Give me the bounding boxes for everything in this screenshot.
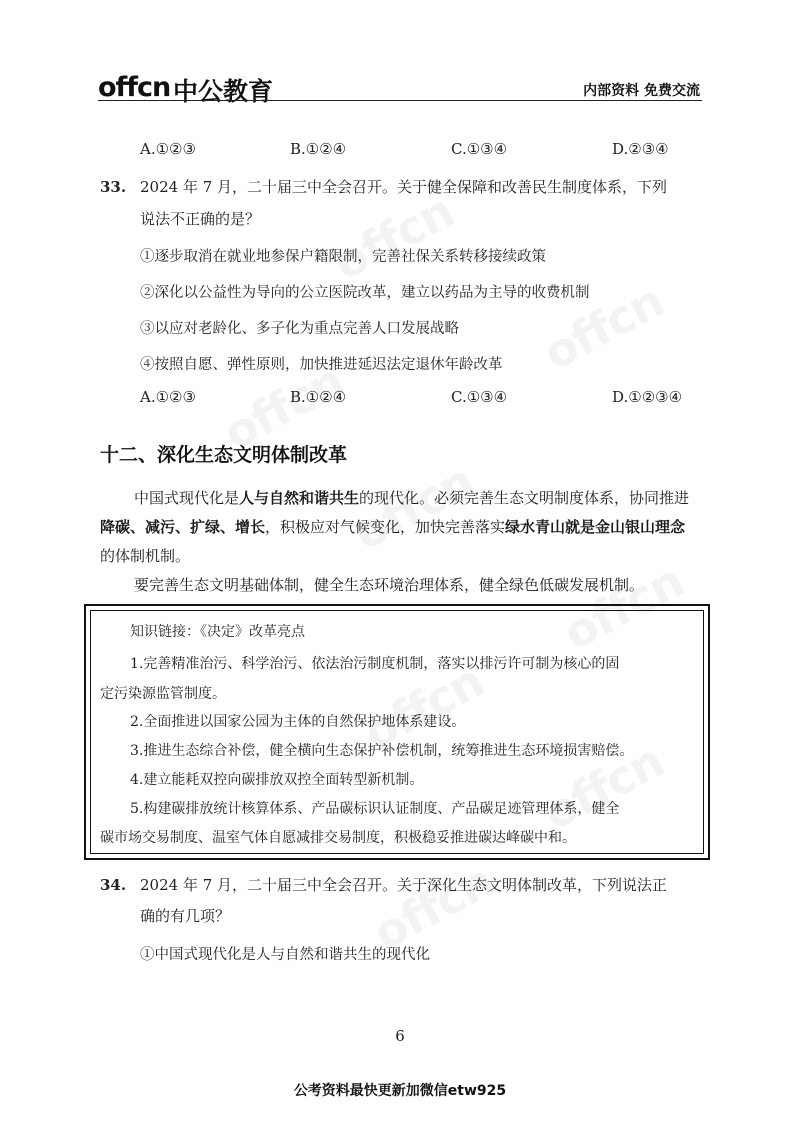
knowledge-box-item: 1.完善精准治污、科学治污、依法治污制度机制，落实以排污许可制为核心的固 bbox=[130, 656, 620, 672]
q34-item: ①中国式现代化是人与自然和谐共生的现代化 bbox=[140, 947, 430, 963]
knowledge-box bbox=[84, 604, 710, 860]
knowledge-box-item: 定污染源监管制度。 bbox=[100, 686, 226, 702]
section-title: 十二、深化生态文明体制改革 bbox=[100, 444, 348, 466]
q33-item: ③以应对老龄化、多子化为重点完善人口发展战略 bbox=[140, 321, 459, 337]
q33-item: ④按照自愿、弹性原则，加快推进延迟法定退休年龄改革 bbox=[140, 357, 503, 373]
header-divider bbox=[98, 100, 702, 101]
q33-number: 33. bbox=[100, 178, 127, 196]
knowledge-box-item: 4.建立能耗双控向碳排放双控全面转型新机制。 bbox=[130, 772, 424, 788]
knowledge-box-title: 知识链接：《决定》改革亮点 bbox=[130, 624, 305, 640]
q32-option-d: D.②③④ bbox=[612, 140, 669, 158]
knowledge-box-item: 2.全面推进以国家公园为主体的自然保护地体系建设。 bbox=[130, 714, 466, 730]
knowledge-box-item: 3.推进生态综合补偿，健全横向生态保护补偿机制，统筹推进生态环境损害赔偿。 bbox=[130, 743, 634, 759]
logo-text: offcn bbox=[98, 72, 171, 103]
knowledge-box-item: 5.构建碳排放统计核算体系、产品碳标识认证制度、产品碳足迹管理体系，健全 bbox=[130, 801, 620, 817]
logo-title: 中公教育 bbox=[173, 77, 274, 106]
q33-option-d: D.①②③④ bbox=[612, 388, 683, 406]
q33-item: ①逐步取消在就业地参保户籍限制，完善社保关系转移接续政策 bbox=[140, 249, 546, 265]
q32-option-a: A.①②③ bbox=[140, 140, 196, 158]
page-number: 6 bbox=[395, 1027, 405, 1045]
q34-stem-line1: 2024 年 7 月，二十届三中全会召开。关于深化生态文明体制改革，下列说法正 bbox=[140, 876, 668, 894]
q33-option-b: B.①②④ bbox=[290, 388, 347, 406]
q32-option-c: C.①③④ bbox=[451, 140, 508, 158]
watermark bbox=[325, 183, 462, 290]
q33-item: ②深化以公益性为导向的公立医院改革，建立以药品为主导的收费机制 bbox=[140, 285, 590, 301]
q33-stem-line2: 说法不正确的是？ bbox=[140, 210, 261, 228]
q34-stem-line2: 确的有几项？ bbox=[140, 907, 231, 925]
q33-stem-line1: 2024 年 7 月，二十届三中全会召开。关于健全保障和改善民生制度体系，下列 bbox=[140, 178, 668, 196]
section-paragraph-1: 中国式现代化是人与自然和谐共生的现代化。必须完善生态文明制度体系，协同推进降碳、减污、扩绿、增长，积极应对气候变化，加快完善落实绿水青山就是金山银山理念的体制机制。 bbox=[100, 489, 690, 565]
q33-option-c: C.①③④ bbox=[451, 388, 508, 406]
q34-number: 34. bbox=[100, 876, 127, 894]
header-tag: 内部资料 免费交流 bbox=[583, 83, 700, 99]
q33-option-a: A.①②③ bbox=[140, 388, 196, 406]
knowledge-box-item: 碳市场交易制度、温室气体自愿减排交易制度，积极稳妥推进碳达峰碳中和。 bbox=[100, 830, 576, 846]
q32-option-b: B.①②④ bbox=[290, 140, 347, 158]
footer-note: 公考资料最快更新加微信etw925 bbox=[293, 1083, 507, 1099]
section-paragraph-2: 要完善生态文明基础体制，健全生态环境治理体系，健全绿色低碳发展机制。 bbox=[134, 576, 645, 594]
